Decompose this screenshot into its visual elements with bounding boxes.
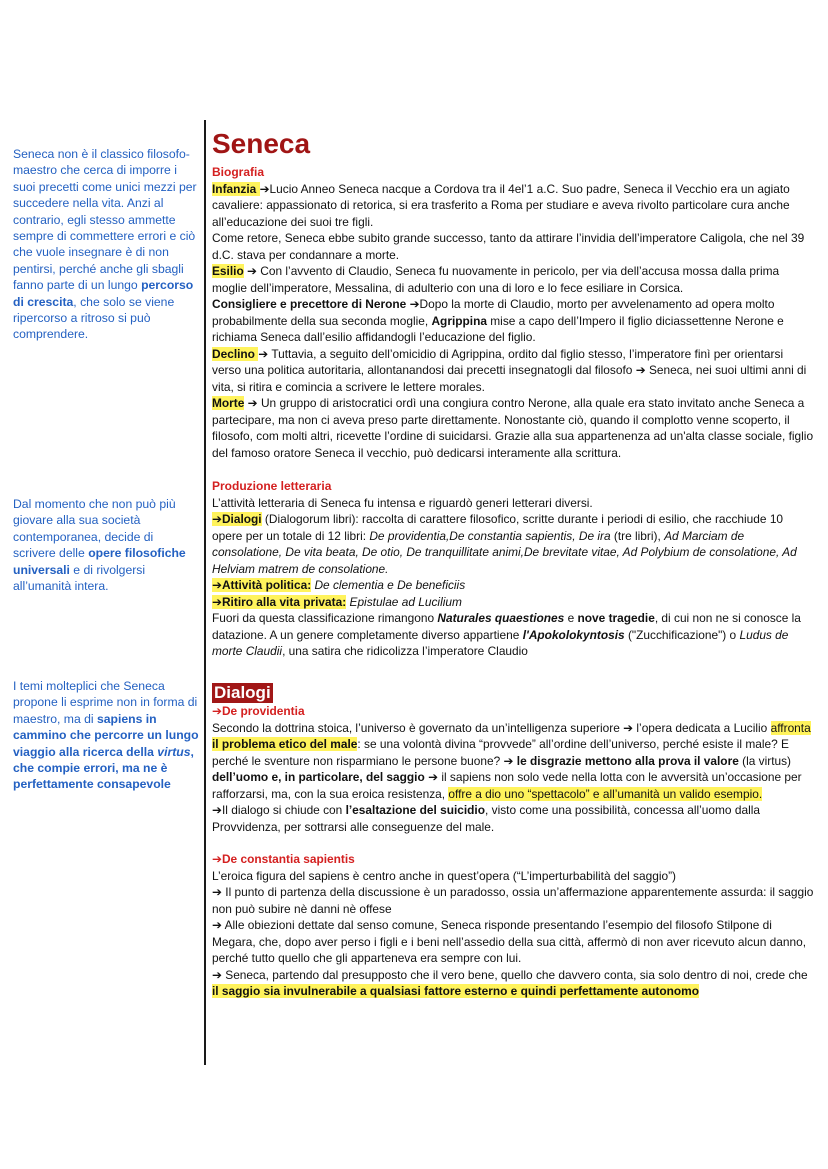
sidebar-note-3 [13, 678, 199, 793]
sidebar-note-1 [13, 146, 199, 343]
produzione-intro: L’attività letteraria di Seneca fu intensa e riguardò generi letterari diversi. [212, 495, 593, 510]
note-text: Seneca non è il classico filosofo-maestro che cerca di imporre i suoi precetti come unici mezzi per succedere nella vita. Anzi al contrario, egli stesso ammette sempre di commettere errori e ciò che vuole insegnare è di non pentirsi, perché anche gli sbagli fanno parte di un lungo [13, 147, 197, 293]
paragraph-constantia-4 [212, 967, 815, 1000]
title-apokolokyntosis: l'Apokolokyntosis [522, 627, 625, 642]
paragraph-politica [212, 577, 815, 594]
paragraph-dialoghi [212, 511, 815, 577]
label-esilio: Esilio [212, 264, 244, 278]
label-politica: ➔Attività politica: [212, 578, 312, 592]
label-consigliere: Consigliere e precettore di Nerone [212, 297, 407, 311]
text-morte: ➔ Un gruppo di aristocratici ordì una congiura contro Nerone, alla quale era stato invitato anche Seneca a partecipare, ma non ci aveva preso parte direttamente. Nonostante ciò, quando il complotto venne scoperto, il filosofo, com molti altri, ricevette l’ordine di suicidarsi. Grazie alla sua appartenenza ad un'alta classe sociale, figlio del famoso oratore Seneca il vecchio, può dedicarsi interamente alla scrittura. [212, 396, 814, 460]
text-fuori: , una satira che ridicolizza l’imperatore Claudio [282, 644, 528, 658]
paragraph-fuori [212, 610, 815, 660]
paragraph-esilio [212, 263, 815, 296]
dialogi-heading: Dialogi [214, 683, 271, 702]
sidebar-note-2 [13, 496, 199, 594]
text-dialogi: (Dialogorum libri): raccolta di carattere filosofico, scritte durante i periodi di esilio, che racchiude 10 opere per un totale di 12 libri: [212, 512, 784, 543]
note-bold: percorso di crescita [13, 278, 194, 309]
highlight-providentia: offre a dio uno “spettacolo” e all’umanità un valido esempio. [448, 786, 763, 801]
label-dialogi: ➔Dialogi [212, 512, 262, 526]
providentia-heading: ➔De providentia [212, 704, 305, 718]
produzione-heading: Produzione letteraria [212, 479, 332, 493]
name-agrippina: Agrippina [431, 313, 487, 328]
text-politica: De clementia e De beneficiis [311, 578, 466, 592]
note-text: I temi molteplici che Seneca propone li esprime non in forma di maestro, ma di [13, 679, 198, 726]
text-suicidio: ➔Il dialogo si chiude con [212, 803, 346, 817]
highlight-constantia: il saggio sia invulnerabile a qualsiasi fattore esterno e quindi perfettamente autonomo [212, 984, 699, 998]
section-produzione [212, 478, 815, 660]
text-providentia: ➔ il sapiens non solo vede nella lotta con le avversità un’occasione per rafforzarsi, ma, con la sua eroica resistenza, [212, 770, 802, 801]
label-declino: Declino [212, 346, 259, 361]
paragraph-morte [212, 395, 815, 461]
label-ritiro: ➔Ritiro alla vita privata: [212, 594, 347, 609]
text-providentia: : se una volontà divina “provvede” all’ordine dell’universo, perché esiste il male? E perché le sventure non risparmiano le persone buone? [212, 737, 789, 768]
text-fuori: Fuori da questa classificazione rimangono [212, 611, 438, 625]
section-dialogi [212, 683, 815, 1000]
title-tragedie: nove tragedie [577, 611, 655, 625]
title-ludus: Ludus de morte Claudii [212, 627, 789, 658]
note-text: , che solo se viene ripercorso a ritroso si può comprendere. [13, 294, 175, 342]
text-providentia: Secondo la dottrina stoica, l’universo è governato da un’intelligenza superiore ➔ l’opera dedicata a Lucilio [212, 720, 771, 735]
text-declino: ➔ Tuttavia, a seguito dell’omicidio di Agrippina, ordito dal figlio stesso, l’imperatore finì per orientarsi verso una politica autoritaria, allontanandosi dai precetti insegnatogli dal filosofo ➔ Seneca, nei suoi ultimi anni di vita, si ritira e comincia a scrivere le lettere morales. [212, 346, 807, 394]
note-bold-italic: virtus [157, 744, 191, 759]
highlight-providentia: il problema etico del male [212, 737, 358, 751]
label-morte: Morte [212, 396, 245, 410]
bold-providentia: dell’uomo e, in particolare, del saggio [212, 770, 425, 784]
titles-dialogi: De providentia,De constantia sapientis, De ira [369, 528, 611, 543]
bold-suicidio: l’esaltazione del suicidio [345, 803, 486, 817]
biografia-heading: Biografia [212, 165, 265, 179]
text-consigliere: mise a capo dell’Impero il figlio diciassettenne Nerone e richiama Seneca dall’esilio affidandogli l’educazione del figlio. [212, 313, 784, 344]
text-dialogi: (tre libri), [610, 528, 665, 543]
highlight-providentia: affronta [770, 720, 811, 735]
paragraph-constantia-3: ➔ Alle obiezioni dettate dal senso comune, Seneca risponde presentando l’esempio del filosofo Stilpone di Megara, che, dopo aver perso i figli e i beni nell’assedio della sua città, affermò di non aver ricevuto alcun danno, perché tutto quello che gli apparteneva era sempre con lui. [212, 918, 807, 965]
paragraph-consigliere [212, 296, 815, 346]
text-fuori: , di cui non ne si conosce la datazione. A un genere completamente diverso appartiene [212, 611, 801, 642]
text-ritiro: Epistulae ad Lucilium [346, 594, 462, 609]
page-title: Seneca [212, 128, 311, 159]
paragraph-ritiro [212, 594, 815, 611]
text-fuori: e [564, 611, 578, 625]
section-biografia [212, 164, 815, 461]
note-text: Dal momento che non può più giovare alla sua società contemporanea, decide di scrivere delle [13, 497, 176, 561]
bold-providentia: ➔ le disgrazie mettono alla prova il valore [503, 753, 739, 768]
text-constantia: ➔ Seneca, partendo dal presupposto che il vero bene, quello che davvero conta, sia solo dentro di noi, crede che [212, 967, 808, 982]
text-esilio: ➔ Con l’avvento di Claudio, Seneca fu nuovamente in pericolo, per via dell’accusa mossa dalla prima moglie dell’imperatore, Messalina, di adulterio con una di loro e lo fece esiliare in Corsica. [212, 264, 780, 295]
paragraph-retore: Come retore, Seneca ebbe subito grande successo, tanto da attirare l’invidia dell’imperatore Caligola, che nel 39 d.C. stava per condannare a morte. [212, 231, 805, 262]
paragraph-constantia-2: ➔ Il punto di partenza della discussione è un paradosso, ossia un’affermazione apparentemente assurda: il saggio non può subire nè danni nè offese [212, 885, 814, 916]
vertical-divider [204, 120, 206, 1065]
paragraph-infanzia [212, 181, 815, 231]
text-providentia: (la virtus) [738, 753, 792, 768]
constantia-heading: ➔De constantia sapientis [212, 852, 355, 866]
paragraph-declino [212, 346, 815, 396]
paragraph-suicidio [212, 802, 815, 835]
label-infanzia: Infanzia [212, 181, 260, 196]
text-consigliere: ➔Dopo la morte di Claudio, morto per avvelenamento ad opera molto probabilmente della sua seconda moglie, [212, 297, 775, 328]
paragraph-constantia-1: L’eroica figura del sapiens è centro anche in quest’opera (“L’imperturbabilità del saggio”) [212, 868, 677, 883]
note-bold: opere filosofiche universali [13, 546, 186, 577]
note-text: e di rivolgersi all’umanità intera. [13, 562, 146, 594]
note-bold: , che compie errori, ma ne è perfettamente consapevole [13, 744, 194, 792]
text-suicidio: , visto come una possibilità, concessa all’uomo dalla Provvidenza, per sottrarsi alle conseguenze del male. [212, 803, 760, 834]
paragraph-providentia [212, 720, 815, 803]
titles-dialogi: Ad Marciam de consolatione, De vita beata, De otio, De tranquillitate animi,De brevitate vitae, Ad Polybium de consolatione, Ad Helviam matrem de consolatione. [212, 528, 797, 576]
note-bold: sapiens in cammino che percorre un lungo viaggio alla ricerca della [13, 711, 199, 759]
text-fuori: ("Zucchificazione") o [624, 627, 740, 642]
text-infanzia: ➔Lucio Anneo Seneca nacque a Cordova tra il 4el’1 a.C. Suo padre, Seneca il Vecchio era un agiato cavaliere: appassionato di retorica, si era trasferito a Roma per studiare e aveva rivolto particolare cura anche all’educazione dei suoi tre figli. [212, 181, 790, 229]
title-naturales: Naturales quaestiones [437, 611, 565, 625]
